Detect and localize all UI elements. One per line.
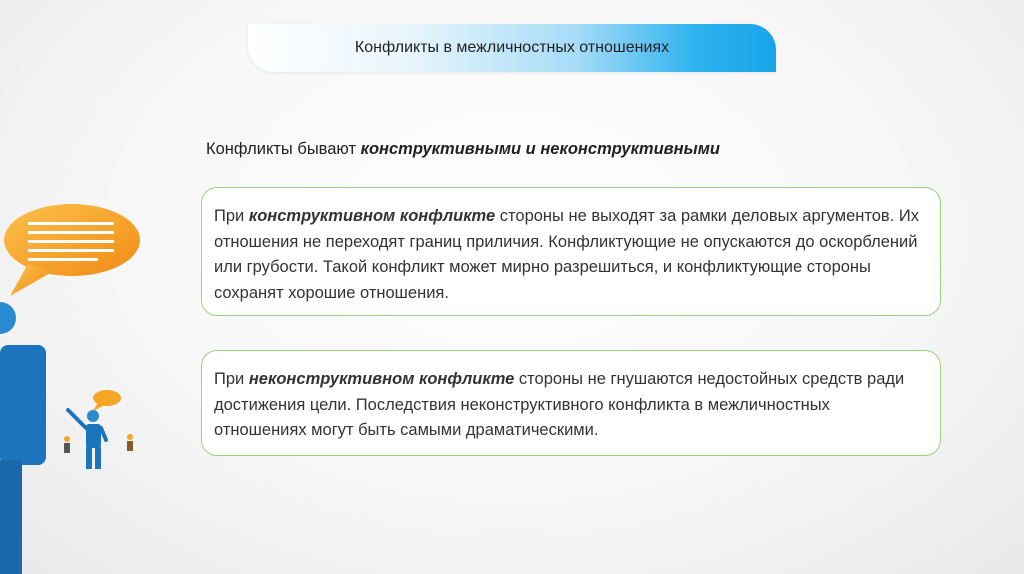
page-title: Конфликты в межличностных отношениях (354, 39, 670, 56)
person-figure-icon (0, 302, 46, 574)
destructive-emphasis: неконструктивном конфликте (248, 370, 515, 388)
intro-text (206, 140, 720, 159)
destructive-conflict-card (201, 350, 941, 456)
constructive-lead: При (214, 207, 249, 225)
intro-prefix: Конфликты бывают (206, 140, 361, 158)
title-banner (248, 24, 776, 72)
illustration (0, 0, 200, 574)
destructive-rest: стороны не гнушаются недостойных средств ради достижения цели. Последствия неконструктивного конфликта в межличностных отношениях могут быть самыми драматическими. (214, 370, 905, 439)
constructive-rest: стороны не выходят за рамки деловых аргументов. Их отношения не переходят границ приличия. Конфликтующие не опускаются до оскорблений или грубости. Такой конфликт может мирно разрешиться, и конфликтующие стороны сохранят хорошие отношения. (214, 207, 919, 302)
constructive-emphasis: конструктивном конфликте (248, 207, 496, 225)
constructive-conflict-card (201, 187, 941, 316)
intro-emphasis: конструктивными и неконструктивными (360, 140, 720, 158)
speech-bubble-icon (4, 204, 140, 296)
destructive-text (214, 367, 924, 444)
constructive-text (214, 204, 924, 306)
destructive-lead: При (214, 370, 249, 388)
small-people-icon (64, 390, 133, 469)
